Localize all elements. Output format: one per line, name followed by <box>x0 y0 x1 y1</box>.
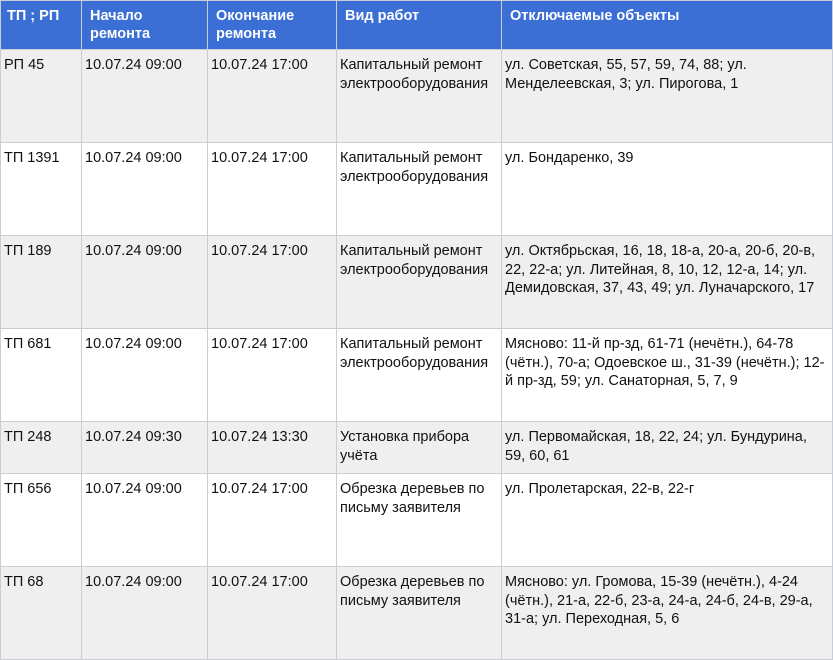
cell-start: 10.07.24 09:00 <box>82 236 208 329</box>
header-tp: ТП ; РП <box>1 1 82 50</box>
cell-start: 10.07.24 09:00 <box>82 50 208 143</box>
cell-objects: Мясново: ул. Громова, 15-39 (нечётн.), 4-24 (чётн.), 21-а, 22-б, 23-а, 24-а, 24-б, 24-в, 29-а, 31-а; ул. Переходная, 5, 6 <box>502 567 833 660</box>
header-work: Вид работ <box>337 1 502 50</box>
header-end: Окончание ремонта <box>208 1 337 50</box>
cell-work: Обрезка деревьев по письму заявителя <box>337 567 502 660</box>
table-row <box>1 329 833 422</box>
cell-end: 10.07.24 17:00 <box>208 143 337 236</box>
cell-work: Обрезка деревьев по письму заявителя <box>337 474 502 567</box>
cell-end: 10.07.24 17:00 <box>208 474 337 567</box>
cell-work: Капитальный ремонт электрооборудования <box>337 236 502 329</box>
header-objects: Отключаемые объекты <box>502 1 833 50</box>
cell-start: 10.07.24 09:00 <box>82 567 208 660</box>
cell-tp: ТП 681 <box>1 329 82 422</box>
header-start: Начало ремонта <box>82 1 208 50</box>
cell-end: 10.07.24 17:00 <box>208 567 337 660</box>
table-row <box>1 236 833 329</box>
cell-tp: ТП 248 <box>1 422 82 474</box>
cell-start: 10.07.24 09:00 <box>82 143 208 236</box>
table-row <box>1 143 833 236</box>
cell-objects: ул. Советская, 55, 57, 59, 74, 88; ул. Менделеевская, 3; ул. Пирогова, 1 <box>502 50 833 143</box>
cell-work: Капитальный ремонт электрооборудования <box>337 50 502 143</box>
cell-work: Установка прибора учёта <box>337 422 502 474</box>
cell-objects: ул. Пролетарская, 22-в, 22-г <box>502 474 833 567</box>
table-row <box>1 50 833 143</box>
cell-tp: ТП 189 <box>1 236 82 329</box>
cell-end: 10.07.24 17:00 <box>208 236 337 329</box>
cell-end: 10.07.24 17:00 <box>208 329 337 422</box>
cell-tp: РП 45 <box>1 50 82 143</box>
cell-objects: ул. Бондаренко, 39 <box>502 143 833 236</box>
cell-work: Капитальный ремонт электрооборудования <box>337 329 502 422</box>
cell-tp: ТП 1391 <box>1 143 82 236</box>
table-row <box>1 422 833 474</box>
table-header-row <box>1 1 833 50</box>
cell-objects: ул. Октябрьская, 16, 18, 18-а, 20-а, 20-б, 20-в, 22, 22-а; ул. Литейная, 8, 10, 12, 12-а, 14; ул. Демидовская, 37, 43, 49; ул. Луначарского, 17 <box>502 236 833 329</box>
table-row <box>1 567 833 660</box>
cell-objects: Мясново: 11-й пр-зд, 61-71 (нечётн.), 64-78 (чётн.), 70-а; Одоевское ш., 31-39 (нечётн.); 12-й пр-зд, 59; ул. Санаторная, 5, 7, 9 <box>502 329 833 422</box>
cell-objects: ул. Первомайская, 18, 22, 24; ул. Бундурина, 59, 60, 61 <box>502 422 833 474</box>
cell-start: 10.07.24 09:00 <box>82 474 208 567</box>
cell-start: 10.07.24 09:30 <box>82 422 208 474</box>
cell-work: Капитальный ремонт электрооборудования <box>337 143 502 236</box>
cell-tp: ТП 68 <box>1 567 82 660</box>
cell-start: 10.07.24 09:00 <box>82 329 208 422</box>
cell-tp: ТП 656 <box>1 474 82 567</box>
cell-end: 10.07.24 13:30 <box>208 422 337 474</box>
cell-end: 10.07.24 17:00 <box>208 50 337 143</box>
table-row <box>1 474 833 567</box>
